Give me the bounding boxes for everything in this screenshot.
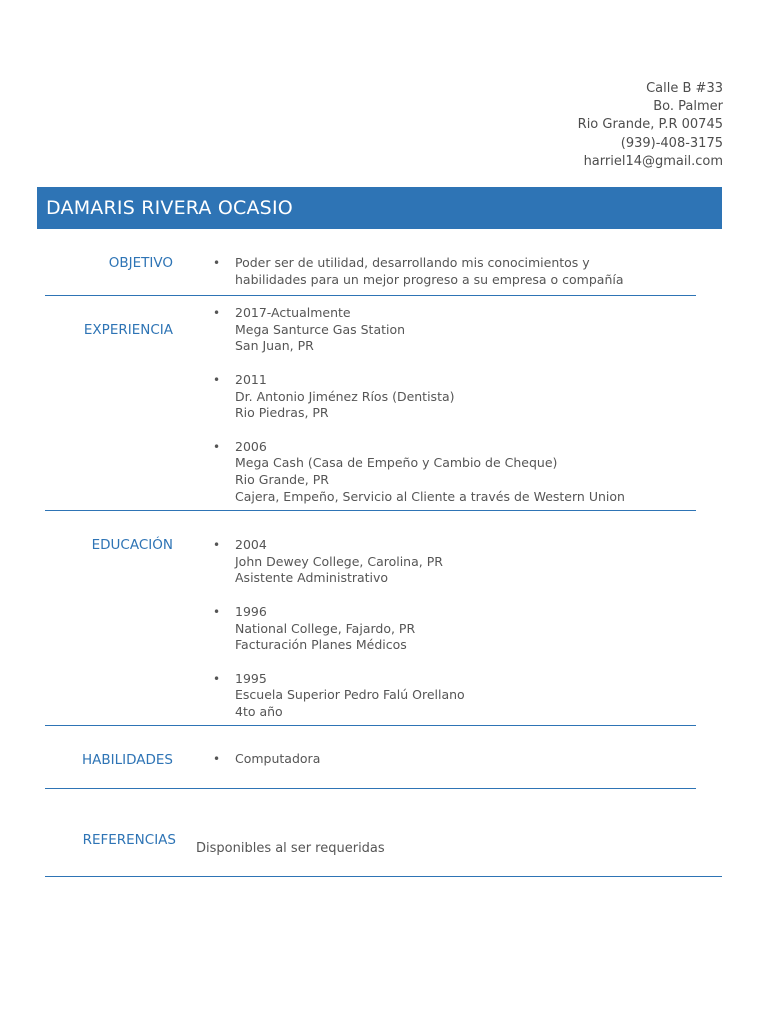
bullet-icon: • [213, 671, 221, 686]
bullet-icon: • [213, 256, 221, 270]
list-item-line: 2011 [235, 371, 267, 387]
list-item-line: Poder ser de utilidad, desarrollando mis conocimientos y [235, 255, 590, 270]
bullet-icon: • [213, 306, 221, 320]
list-item [213, 603, 465, 654]
list-item-line: Facturación Planes Médicos [235, 637, 407, 653]
educacion-items [213, 537, 465, 721]
list-item [213, 305, 625, 355]
address-line-1: Calle B #33 [646, 81, 723, 96]
list-item-line: Escuela Superior Pedro Falú Orellano [235, 687, 465, 703]
list-item-line: 2017-Actualmente [235, 305, 351, 320]
section-label-experiencia: EXPERIENCIA [83, 322, 173, 338]
email-address: harriel14@gmail.com [583, 153, 723, 169]
list-item-line: Cajera, Empeño, Servicio al Cliente a través de Western Union [235, 488, 625, 504]
name-banner [37, 187, 722, 229]
bullet-icon: • [213, 439, 221, 454]
list-item-line: habilidades para un mejor progreso a su empresa o compañía [235, 271, 624, 287]
list-item-line: Dr. Antonio Jiménez Ríos (Dentista) [235, 388, 455, 404]
full-name: DAMARIS RIVERA OCASIO [46, 197, 293, 219]
bullet-icon: • [213, 372, 221, 387]
list-item-line: 2004 [235, 537, 267, 552]
section-habilidades [45, 726, 696, 789]
bullet-icon: • [213, 604, 221, 619]
objetivo-items [213, 255, 624, 288]
list-item-line: Mega Santurce Gas Station [235, 321, 406, 337]
section-educacion [45, 511, 696, 726]
list-item-line: 1995 [235, 670, 267, 686]
experiencia-items [213, 305, 625, 505]
list-item [213, 670, 465, 721]
list-item-line: Mega Cash (Casa de Empeño y Cambio de Cheque) [235, 455, 558, 471]
bullet-icon: • [213, 538, 221, 552]
list-item [213, 751, 321, 768]
address-line-3: Rio Grande, P.R 00745 [577, 117, 723, 133]
address-line-2: Bo. Palmer [653, 99, 723, 115]
phone-number: (939)-408-3175 [620, 135, 723, 151]
list-item-line: National College, Fajardo, PR [235, 620, 416, 636]
referencias-divider [45, 876, 722, 877]
list-item-line: John Dewey College, Carolina, PR [235, 553, 443, 569]
list-item-line: Rio Piedras, PR [235, 405, 329, 421]
list-item-line: San Juan, PR [235, 338, 314, 354]
section-label-educacion: EDUCACIÓN [91, 537, 173, 553]
section-label-habilidades: HABILIDADES [81, 752, 173, 768]
list-item-line: Computadora [235, 751, 321, 766]
list-item-line: 2006 [235, 438, 267, 454]
habilidades-items [213, 751, 321, 768]
list-item-line: 4to año [235, 704, 283, 719]
list-item-line: Rio Grande, PR [235, 472, 329, 487]
section-label-referencias: REFERENCIAS [82, 832, 176, 848]
list-item-line: 1996 [235, 603, 267, 619]
referencias-text: Disponibles al ser requeridas [196, 841, 385, 856]
section-referencias [45, 789, 696, 849]
list-item [213, 438, 625, 506]
list-item [213, 537, 465, 587]
list-item [213, 255, 624, 288]
section-objetivo [45, 229, 696, 296]
contact-address [578, 80, 723, 171]
bullet-icon: • [213, 752, 221, 766]
list-item [213, 371, 625, 422]
section-experiencia [45, 296, 696, 511]
list-item-line: Asistente Administrativo [235, 570, 389, 586]
section-label-objetivo: OBJETIVO [108, 255, 173, 271]
